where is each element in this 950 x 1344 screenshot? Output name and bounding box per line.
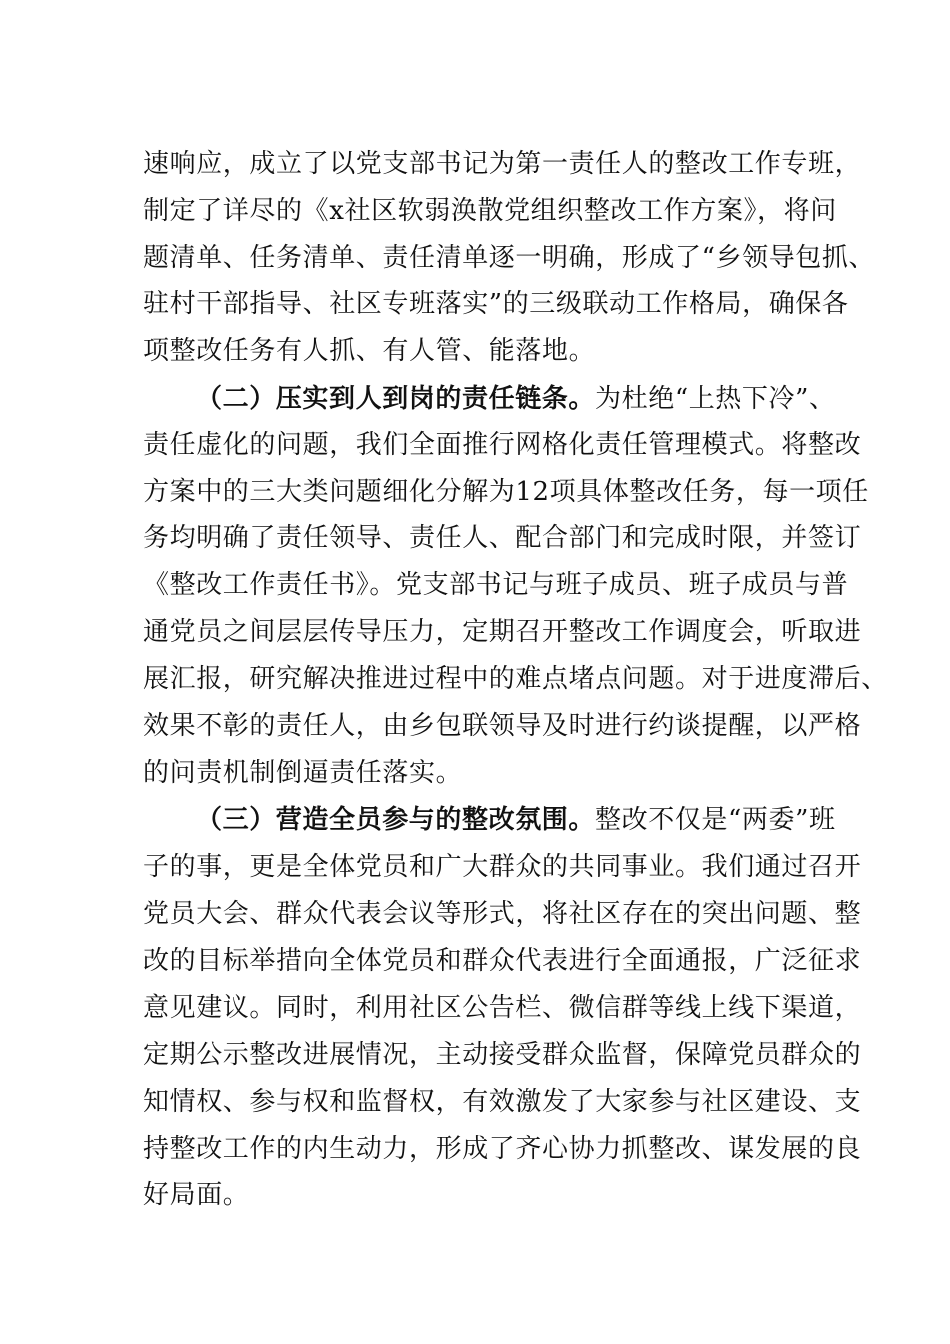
section-2-first-line — [196, 384, 836, 414]
section-2-heading: （二）压实到人到岗的责任链条。 — [196, 384, 596, 414]
paragraph-line: 责任虚化的问题，我们全面推行网格化责任管理模式。将整改 — [143, 430, 862, 460]
section-3-heading: （三）营造全员参与的整改氛围。 — [196, 805, 596, 835]
paragraph-line: 的问责机制倒逼责任落实。 — [143, 758, 463, 788]
paragraph-line: 知情权、参与权和监督权，有效激发了大家参与社区建设、支 — [143, 1087, 862, 1117]
paragraph-line: 意见建议。同时，利用社区公告栏、微信群等线上线下渠道， — [143, 993, 862, 1023]
paragraph-line: 党员大会、群众代表会议等形式，将社区存在的突出问题、整 — [143, 899, 862, 929]
section-3-first-line — [196, 805, 836, 835]
section-3-lead-text: 整改不仅是“两委”班 — [595, 805, 836, 835]
paragraph-line: 定期公示整改进展情况，主动接受群众监督，保障党员群众的 — [143, 1040, 862, 1070]
paragraph-line: 子的事，更是全体党员和广大群众的共同事业。我们通过召开 — [143, 852, 862, 882]
paragraph-line: 好局面。 — [143, 1180, 250, 1210]
paragraph-line: 务均明确了责任领导、责任人、配合部门和完成时限，并签订 — [143, 523, 862, 553]
paragraph-line: 改的目标举措向全体党员和群众代表进行全面通报，广泛征求 — [143, 946, 862, 976]
section-2-lead-text: 为杜绝“上热下冷”、 — [595, 384, 836, 414]
paragraph-line: 速响应，成立了以党支部书记为第一责任人的整改工作专班， — [143, 149, 862, 179]
paragraph-line: 方案中的三大类问题细化分解为12项具体整改任务，每一项任 — [143, 477, 869, 507]
paragraph-line: 制定了详尽的《x社区软弱涣散党组织整改工作方案》，将问 — [143, 196, 837, 226]
paragraph-line: 题清单、任务清单、责任清单逐一明确，形成了“乡领导包抓、 — [143, 243, 876, 273]
paragraph-line: 《整改工作责任书》。党支部书记与班子成员、班子成员与普 — [143, 570, 849, 600]
paragraph-line: 持整改工作的内生动力，形成了齐心协力抓整改、谋发展的良 — [143, 1134, 862, 1164]
paragraph-line: 驻村干部指导、社区专班落实”的三级联动工作格局，确保各 — [143, 289, 849, 319]
paragraph-line: 展汇报，研究解决推进过程中的难点堵点问题。对于进度滞后、 — [143, 664, 888, 694]
paragraph-line: 项整改任务有人抓、有人管、能落地。 — [143, 336, 596, 366]
paragraph-line: 通党员之间层层传导压力，定期召开整改工作调度会，听取进 — [143, 617, 862, 647]
paragraph-line: 效果不彰的责任人，由乡包联领导及时进行约谈提醒，以严格 — [143, 711, 862, 741]
